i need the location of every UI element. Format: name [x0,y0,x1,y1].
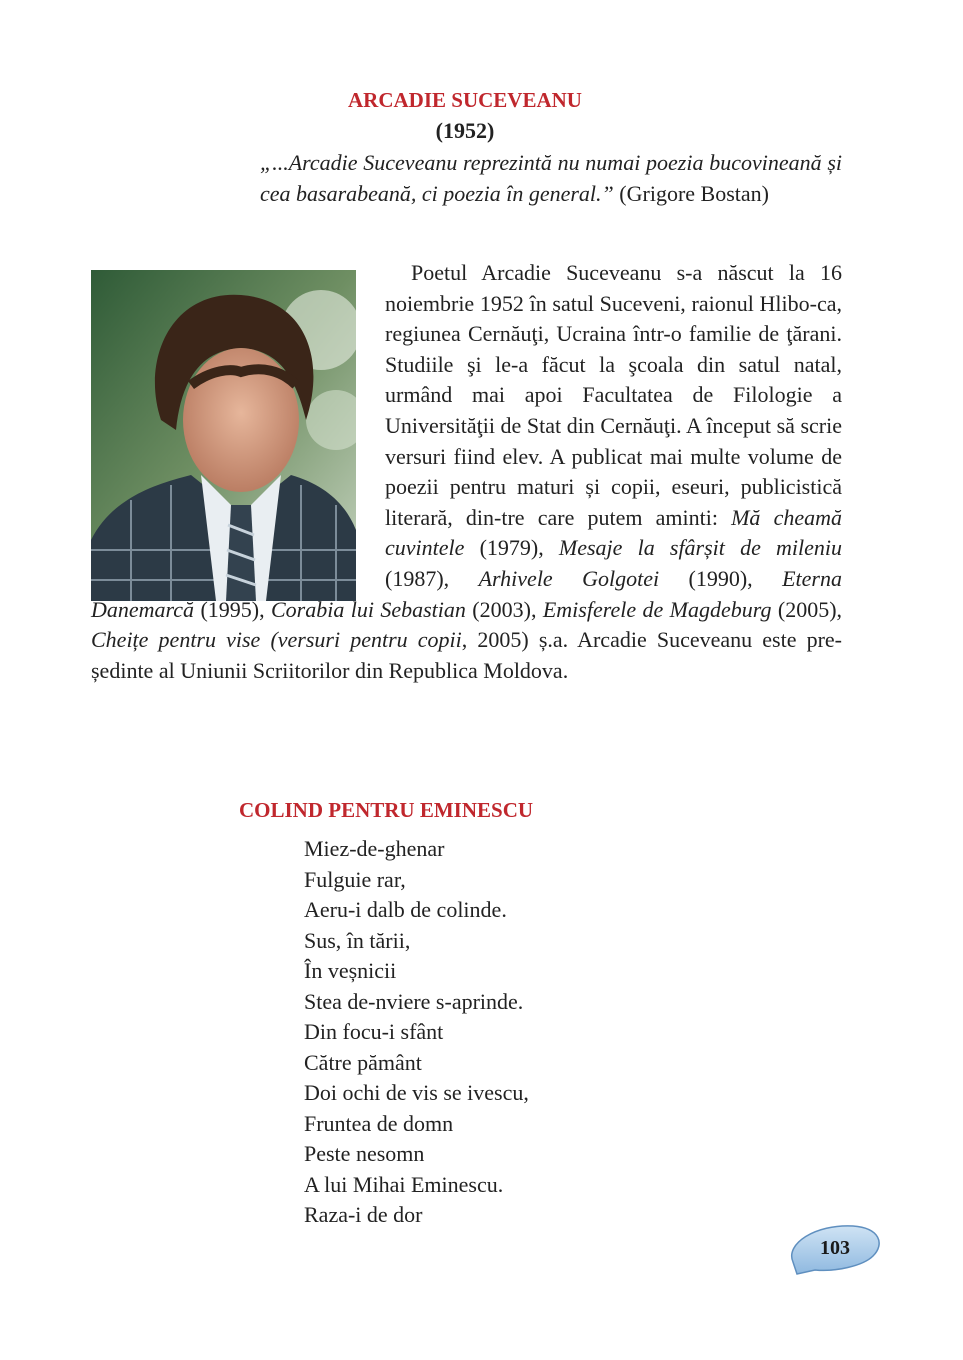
author-birth-year: (1952) [435,118,495,143]
poem-title: COLIND PENTRU EMINESCU [239,798,534,822]
poem-line: Către pământ [304,1049,422,1075]
poem-body [304,834,529,1231]
author-name-heading: ARCADIE SUCEVEANU [348,88,582,112]
poem-line: Din focu-i sfânt [304,1019,444,1044]
work-title: Mesaje la sfârșit de mileniu [558,535,843,561]
bio-text: (1979), [464,535,559,561]
poem-line: A lui Mihai Eminescu. [304,1171,504,1197]
poem-line: Aeru-i dalb de colinde. [304,897,507,922]
biography-paragraph [91,258,842,686]
bio-text: (2003), [465,596,543,622]
poem-line: Miez-de-ghenar [304,836,445,861]
page-number: 103 [820,1237,850,1259]
bio-text: (1995), [194,596,271,622]
work-title: Emisferele de Magdeburg [542,596,772,622]
bio-text: (1990), [659,565,783,591]
poem-line: Fulguie rar, [304,866,406,892]
epigraph [260,148,842,209]
bio-text: (2005), [771,596,843,622]
page-number-badge [785,1222,885,1278]
work-title: Corabia lui Sebastian [271,596,466,622]
portrait-spacer [91,258,385,594]
work-title: Mă cheamă cuvintele [385,504,842,561]
bio-text: Poetul Arcadie Suceveanu s-a născut la 16 noiembrie 1952 în satul Suceveni, raionul Hlibo-ca, regiunea Cernăuţi, Ucraina într-o familie de ţărani. Studiile şi le-a făcut la şcoala din satul natal, urmând mai apoi Facultatea de Filologie a Universităţii de Stat din Cernăuţi. A început să scrie versuri fiind elev. A publicat mai multe volume de poezii pentru maturi și copii, eseuri, publicistică literară, din-tre care putem aminti: [385,260,842,530]
work-title: Arhivele Golgotei [478,565,660,591]
epigraph-quote: „...Arcadie Suceveanu reprezintă nu numai poezia bucovineană și cea basarabeană, ci poezia în general.” [260,150,842,206]
epigraph-attribution: (Grigore Bostan) [619,180,769,206]
poem-line: Doi ochi de vis se ivescu, [304,1080,529,1105]
work-title: Cheițe pentru vise (versuri pentru copii [91,627,462,653]
bio-text: , 2005) ș.a. Arcadie Suceveanu este pre-ședinte al Uniunii Scriitorilor din Republica Moldova. [91,627,842,683]
poem-line: Sus, în tării, [304,927,411,953]
bio-text: (1987), [385,565,479,591]
poem-line: În veșnicii [304,958,397,983]
poem-line: Fruntea de domn [304,1110,454,1136]
poem-line: Peste nesomn [304,1141,425,1166]
poem-line: Stea de-nviere s-aprinde. [304,988,524,1014]
poem-line: Raza-i de dor [304,1202,423,1227]
work-title: Eterna Danemarcă [91,565,842,622]
